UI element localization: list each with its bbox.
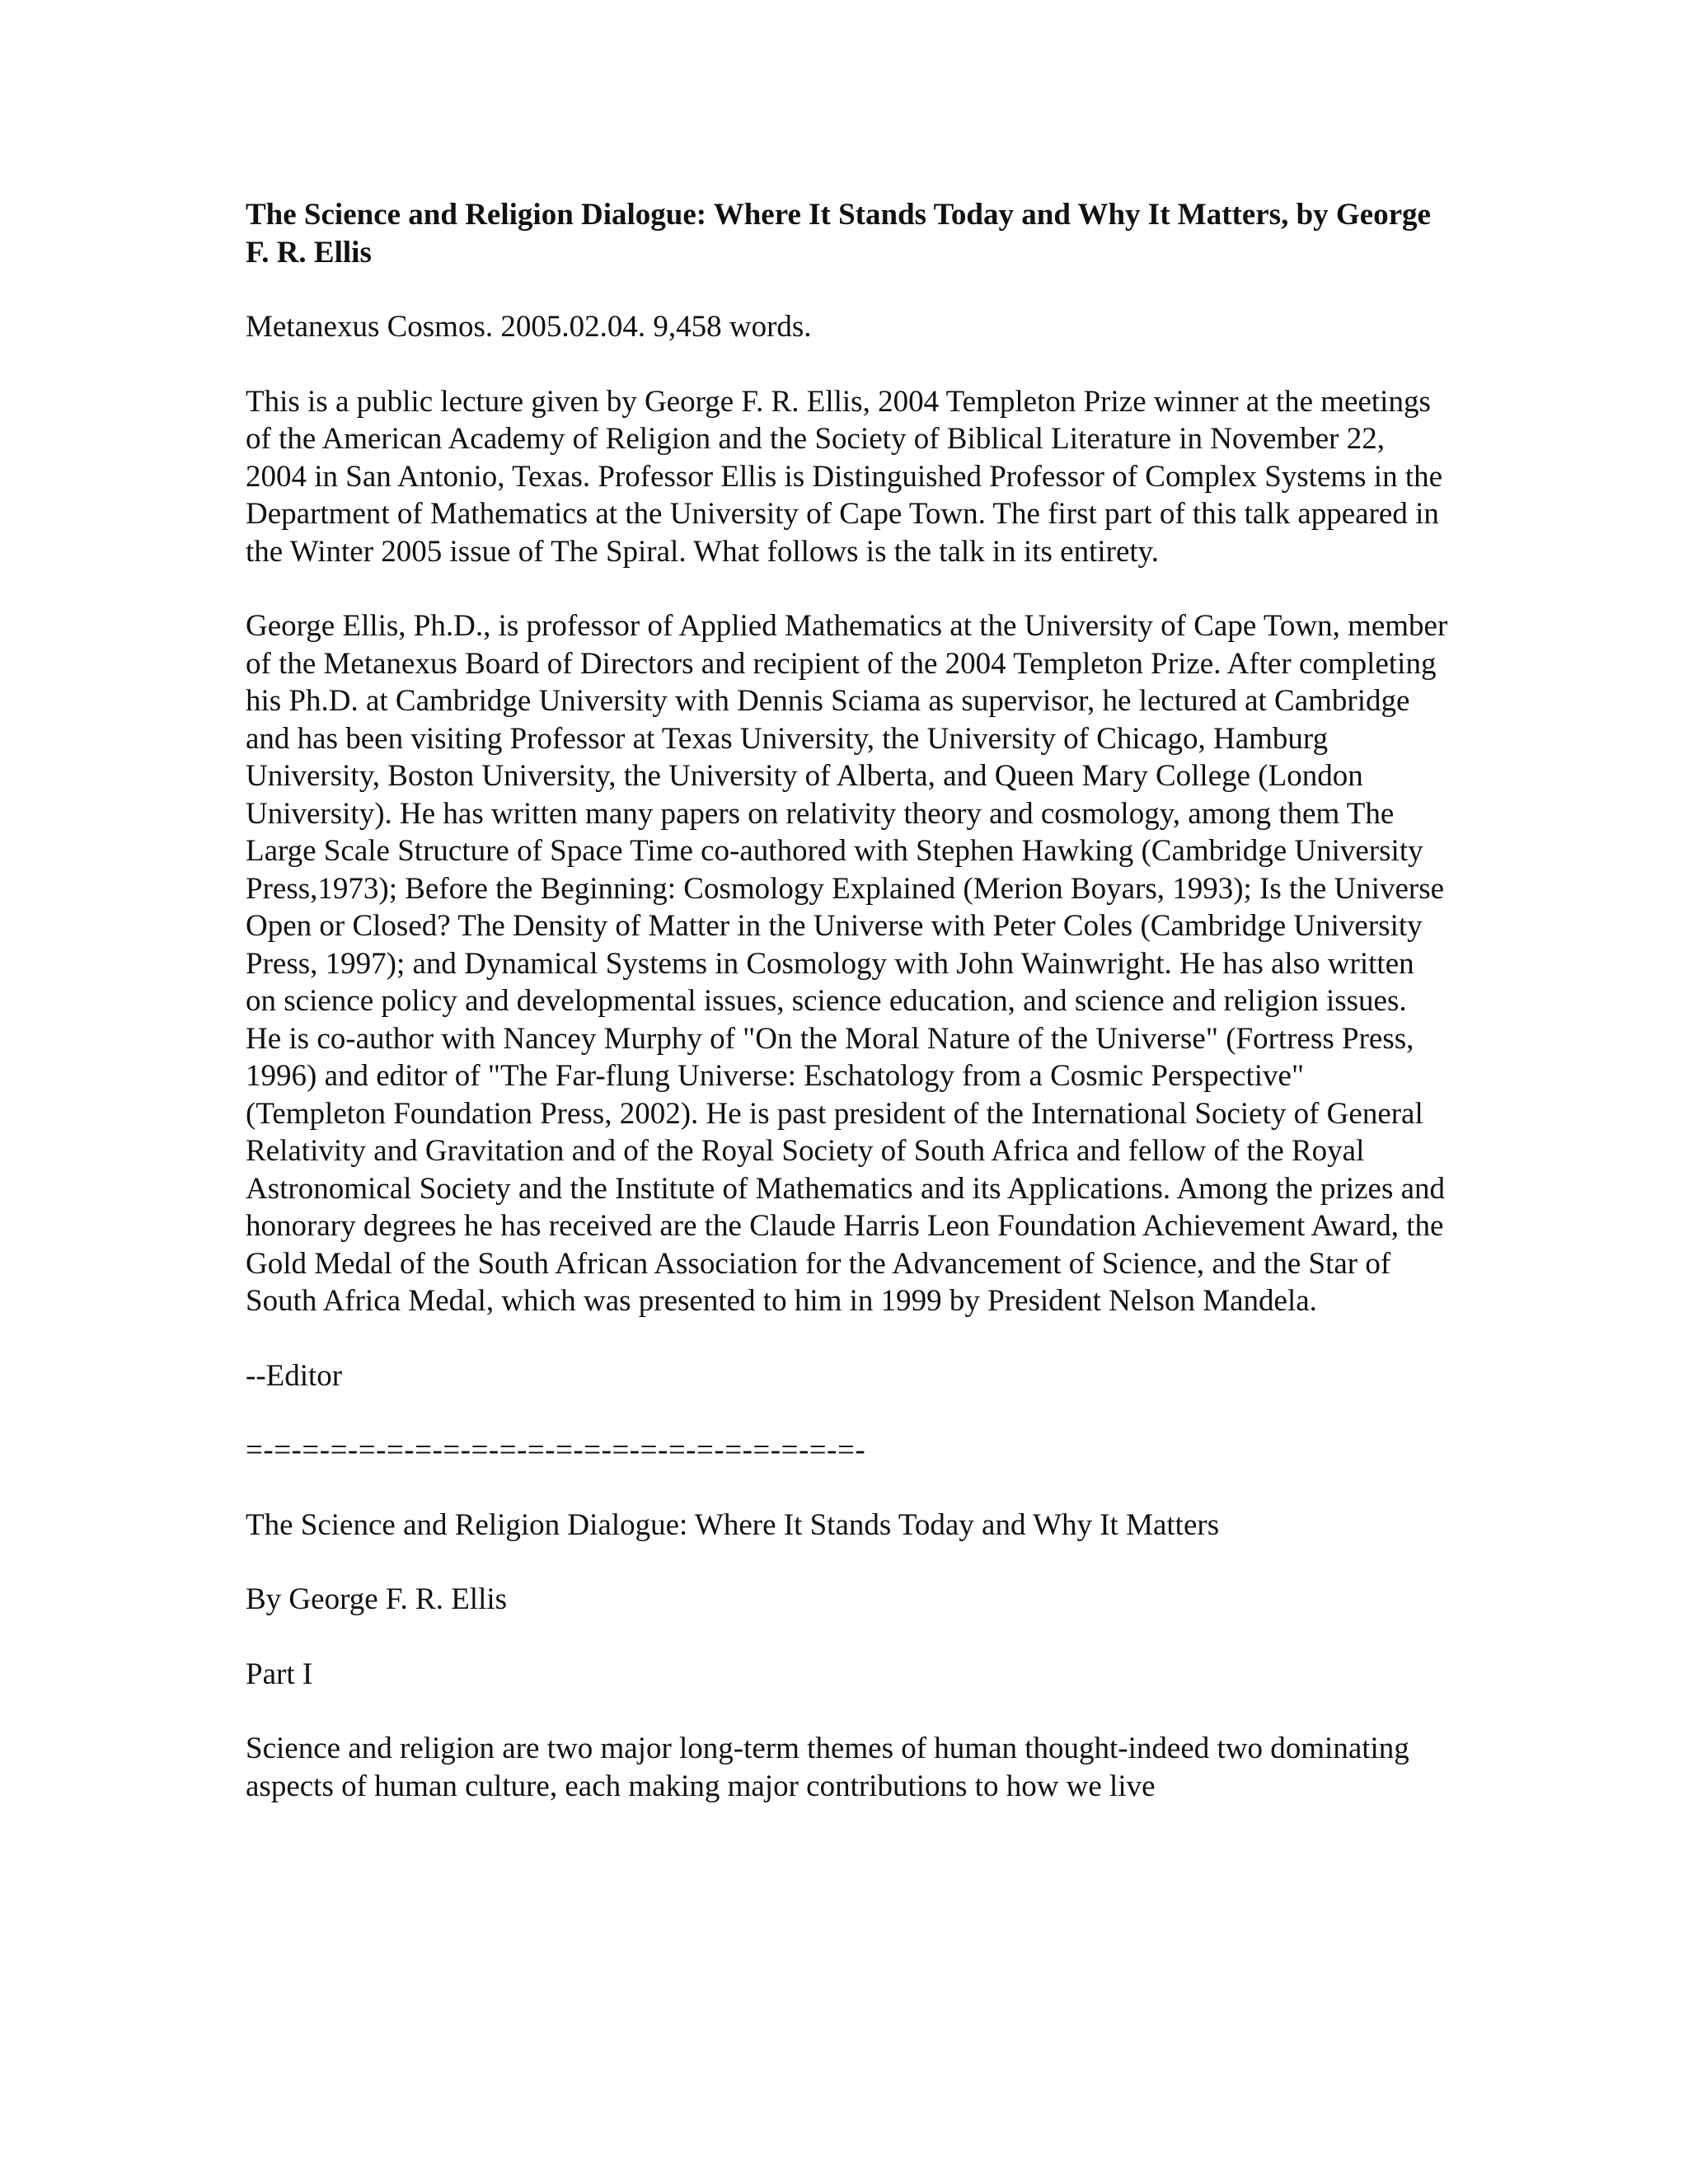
- author-bio-paragraph: George Ellis, Ph.D., is professor of Applied Mathematics at the University of Cape Town, member of the Metanexus Board of Directors and recipient of the 2004 Templeton Prize. After completing his Ph.D. at Cambridge University with Dennis Sciama as supervisor, he lectured at Cambridge and has been visiting Professor at Texas University, the University of Chicago, Hamburg University, Boston University, the University of Alberta, and Queen Mary College (London University). He has written many papers on relativity theory and cosmology, among them The Large Scale Structure of Space Time co-authored with Stephen Hawking (Cambridge University Press,1973); Before the Beginning: Cosmology Explained (Merion Boyars, 1993); Is the Universe Open or Closed? The Density of Matter in the Universe with Peter Coles (Cambridge University Press, 1997); and Dynamical Systems in Cosmology with John Wainwright. He has also written on science policy and developmental issues, science education, and science and religion issues. He is co-author with Nancey Murphy of "On the Moral Nature of the Universe" (Fortress Press, 1996) and editor of "The Far-flung Universe: Eschatology from a Cosmic Perspective" (Templeton Foundation Press, 2002). He is past president of the International Society of General Relativity and Gravitation and of the Royal Society of South Africa and fellow of the Royal Astronomical Society and the Institute of Mathematics and its Applications. Among the prizes and honorary degrees he has received are the Claude Harris Leon Foundation Achievement Award, the Gold Medal of the South African Association for the Advancement of Science, and the Star of South Africa Medal, which was presented to him in 1999 by President Nelson Mandela.: [246, 609, 1448, 1318]
- section-divider: =-=-=-=-=-=-=-=-=-=-=-=-=-=-=-=-=-=-=-=-=-=-: [246, 1433, 866, 1467]
- editor-signature: --Editor: [246, 1358, 343, 1393]
- source-line: Metanexus Cosmos. 2005.02.04. 9,458 words.: [246, 310, 812, 344]
- opening-paragraph: Science and religion are two major long-term themes of human thought-indeed two dominating aspects of human culture, each making major contributions to how we live: [246, 1732, 1409, 1803]
- document-page: [246, 196, 1449, 1805]
- byline: By George F. R. Ellis: [246, 1582, 508, 1616]
- article-title: The Science and Religion Dialogue: Where It Stands Today and Why It Matters: [246, 1507, 1220, 1542]
- document-title: The Science and Religion Dialogue: Where It Stands Today and Why It Matters, by George F. R. Ellis: [246, 198, 1431, 269]
- part-heading: Part I: [246, 1657, 313, 1691]
- intro-paragraph: This is a public lecture given by George F. R. Ellis, 2004 Templeton Prize winner at the meetings of the American Academy of Religion and the Society of Biblical Literature in November 22, 2004 in San Antonio, Texas. Professor Ellis is Distinguished Professor of Complex Systems in the Department of Mathematics at the University of Cape Town. The first part of this talk appeared in the Winter 2005 issue of The Spiral. What follows is the talk in its entirety.: [246, 384, 1443, 569]
